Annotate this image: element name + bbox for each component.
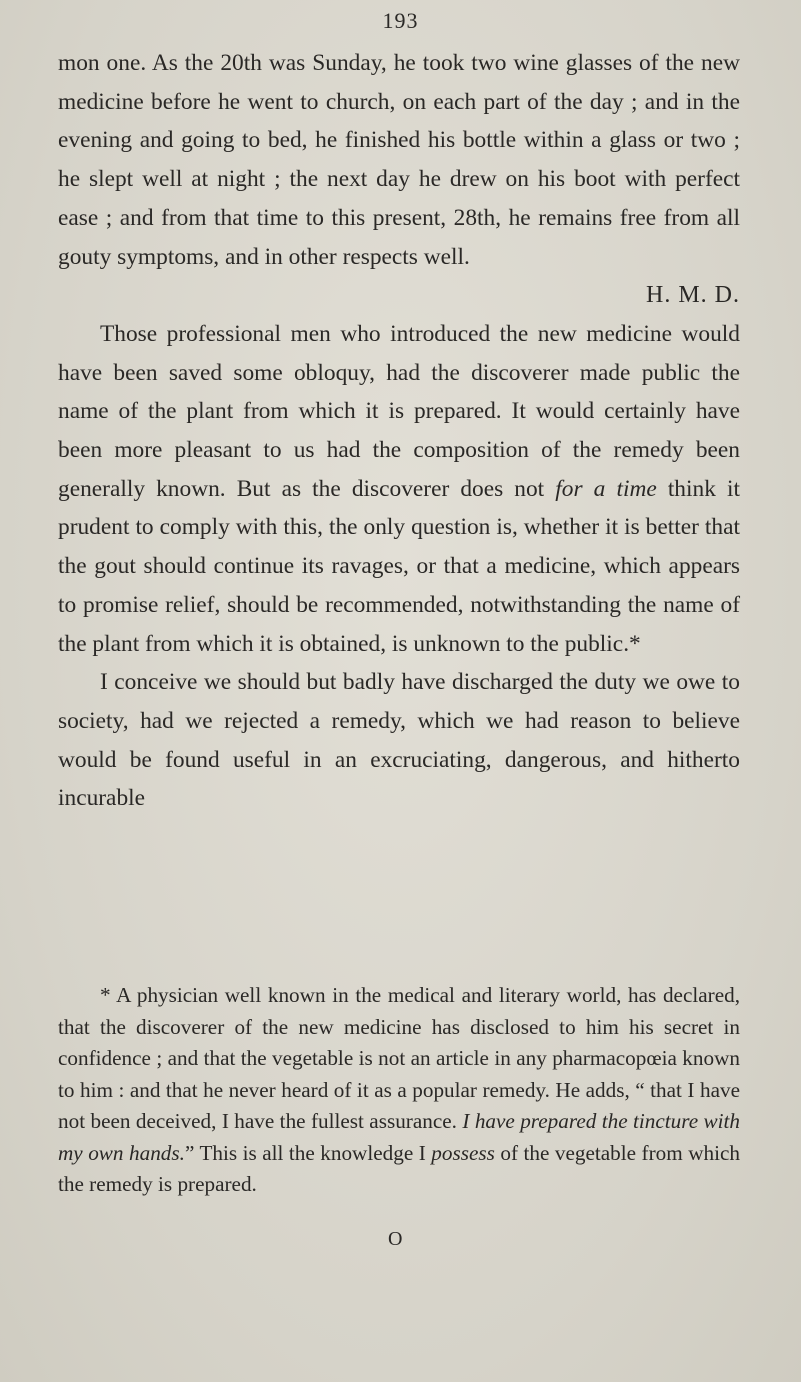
page-number: 193 (382, 8, 419, 33)
signature: H. M. D. (645, 282, 740, 309)
footnote-text (58, 980, 740, 1201)
footnote-mid: ” This is all the knowledge I (184, 1140, 426, 1165)
catchword: O (388, 1228, 403, 1250)
paragraph-1: mon one. As the 20th was Sunday, he took two wine glasses of the new medicine before he went to church, on each part of the day ; and in the evening and going to bed, he finished his bottle within a glass or two ; he slept well at night ; the next day he drew on his boot with perfect ease ; and from that time to this present, 28th, he remains free from all gouty symptoms, and in other respects well. (58, 50, 740, 270)
paragraph-2-italic: for a time (555, 475, 657, 502)
footnote-italic: I have prepared the tincture with my own hands. (58, 1109, 741, 1165)
footnote-italic-2: possess (431, 1140, 495, 1165)
paragraph-2-tail: think it prudent to comply with this, the only question is, whether it is better that the gout should continue its ravages, or that a medicine, which appears to promise relief, should be recommended, notwithstanding the name of the plant from which it is obtained, is unknown to the public.* (58, 475, 740, 657)
paragraph-3: I conceive we should but badly have discharged the duty we owe to society, had we rejected a remedy, which we had reason to believe would be found useful in an excruciating, dangerous, and hitherto incurable (58, 669, 740, 812)
paragraph-2 (58, 315, 740, 663)
main-text (58, 44, 740, 818)
footnote-tail: of the vegetable from which the remedy is prepared. (58, 1140, 741, 1196)
paragraph-2-lead: Those professional men who introduced the new medicine would have been saved some obloquy, had the discoverer made public the name of the plant from which it is prepared. It would certainly have been more pleasant to us had the composition of the remedy been generally known. But as the discoverer does not (58, 320, 740, 502)
footnote (58, 980, 740, 1201)
footnote-lead: * A physician well known in the medical and literary world, has declared, that the discoverer of the new medicine has disclosed to him his secret in confidence ; and that the vegetable is not an article in any pharmacopœia known to him : and that he never heard of it as a popular remedy. He adds, “ that I have not been deceived, I have the fullest assurance. (58, 983, 740, 1133)
